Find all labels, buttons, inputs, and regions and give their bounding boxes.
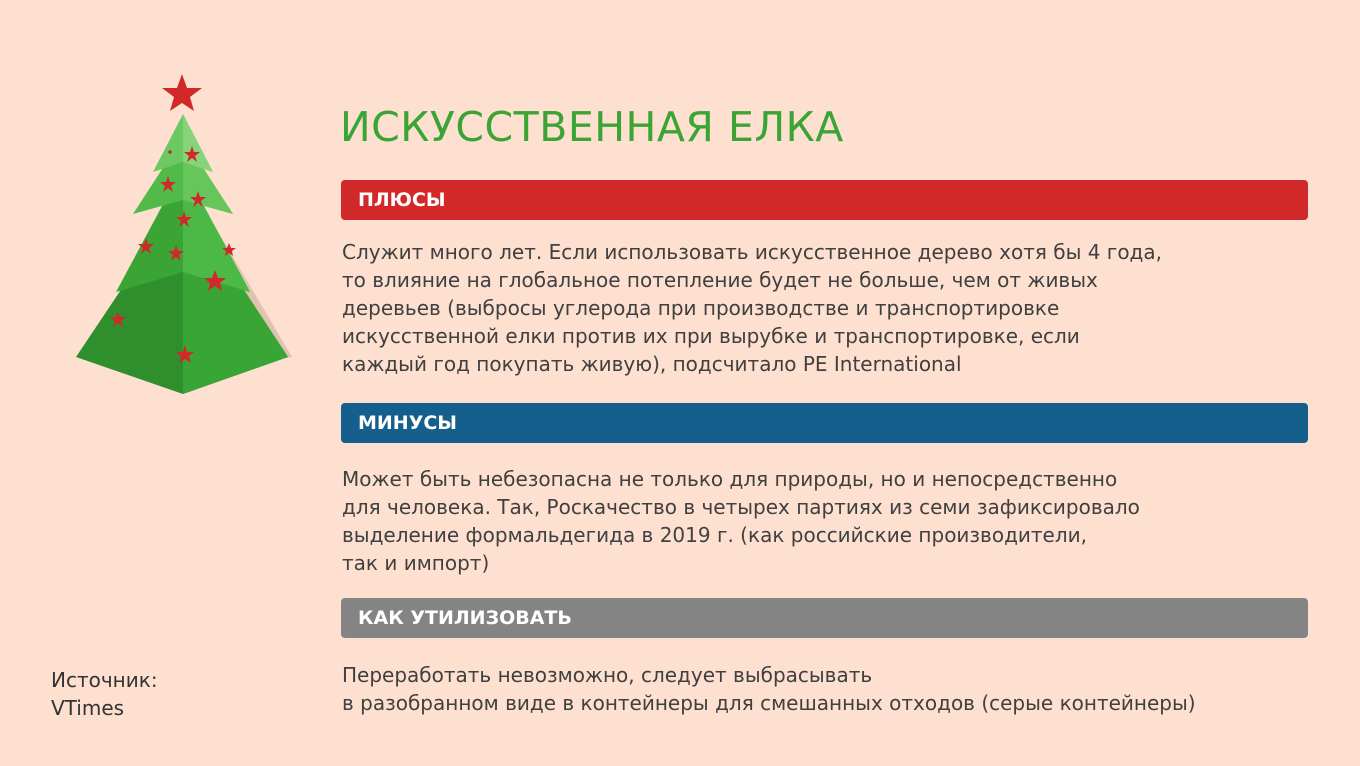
disposal-line: в разобранном виде в контейнеры для смешанных отходов (серые контейнеры) xyxy=(342,691,1196,715)
source-name: VTimes xyxy=(51,696,125,720)
pros-line: искусственной елки против их при вырубке и транспортировке, если xyxy=(342,324,1080,348)
star-icon xyxy=(162,74,202,111)
pros-line: каждый год покупать живую), подсчитало PE International xyxy=(342,352,962,376)
disposal-line: Переработать невозможно, следует выбрасывать xyxy=(342,663,873,687)
disposal-text xyxy=(342,661,1302,717)
source-credit xyxy=(51,666,158,722)
christmas-tree-icon xyxy=(72,72,294,402)
cons-text xyxy=(342,465,1302,577)
cons-heading: МИНУСЫ xyxy=(341,403,1308,443)
cons-line: так и импорт) xyxy=(342,551,490,575)
source-label: Источник: xyxy=(51,668,158,692)
cons-line: Может быть небезопасна не только для природы, но и непосредственно xyxy=(342,467,1118,491)
pros-heading: ПЛЮСЫ xyxy=(341,180,1308,220)
cons-line: выделение формальдегида в 2019 г. (как российские производители, xyxy=(342,523,1087,547)
disposal-heading: КАК УТИЛИЗОВАТЬ xyxy=(341,598,1308,638)
pros-line: деревьев (выбросы углерода при производстве и транспортировке xyxy=(342,296,1060,320)
page-title: ИСКУССТВЕННАЯ ЕЛКА xyxy=(340,103,844,152)
cons-line: для человека. Так, Роскачество в четырех партиях из семи зафиксировало xyxy=(342,495,1140,519)
pros-line: Служит много лет. Если использовать искусственное дерево хотя бы 4 года, xyxy=(342,240,1162,264)
pros-text xyxy=(342,238,1302,378)
pros-line: то влияние на глобальное потепление будет не больше, чем от живых xyxy=(342,268,1098,292)
